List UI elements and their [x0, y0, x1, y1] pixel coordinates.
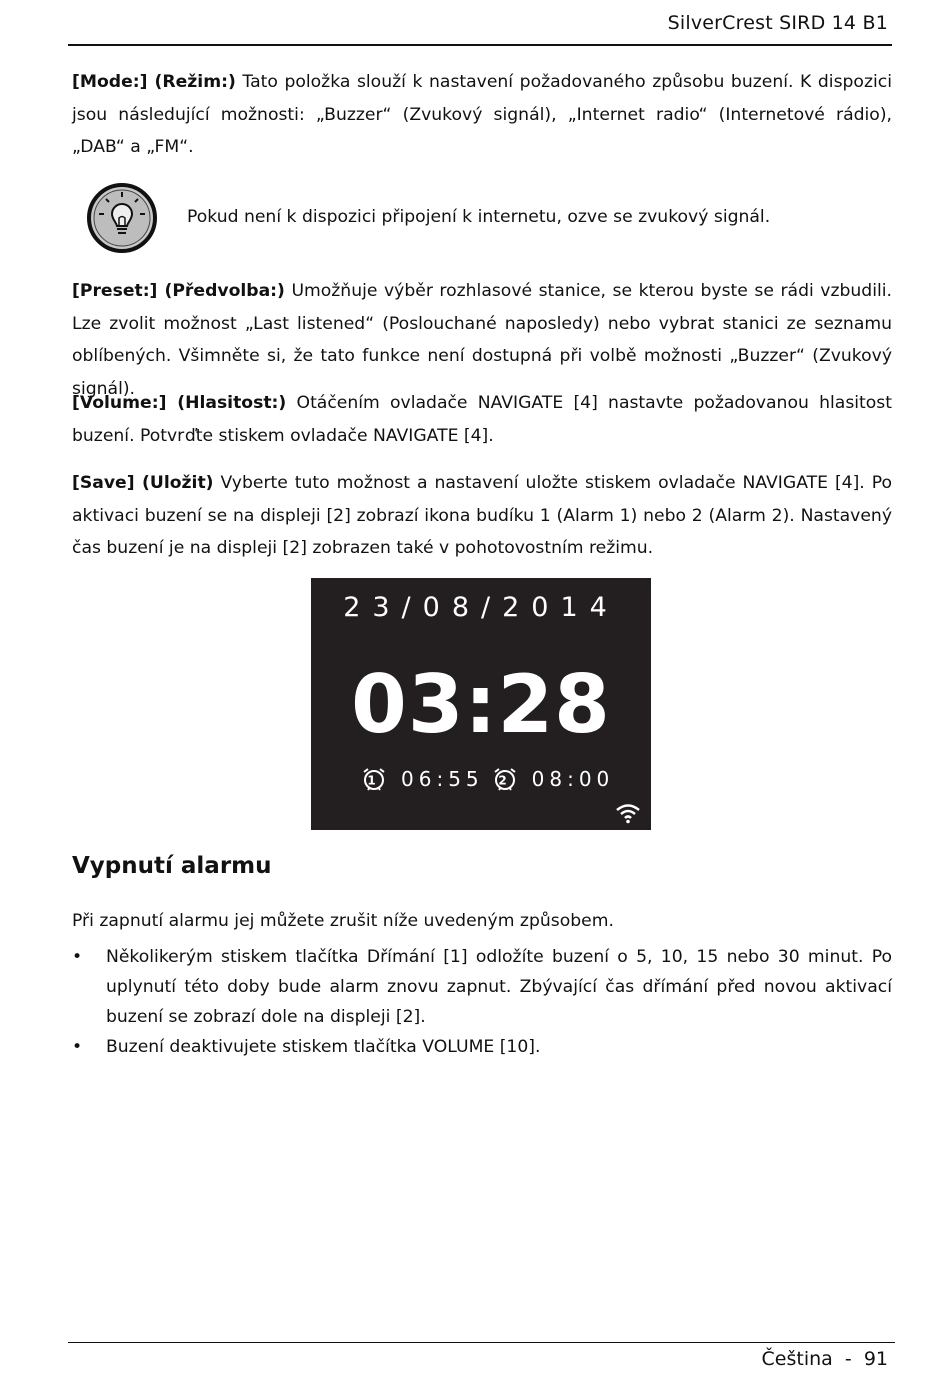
section-intro: Při zapnutí alarmu jej můžete zrušit níže uvedeným způsobem. — [72, 911, 614, 931]
alarm-2-icon — [492, 766, 518, 792]
save-text: Vyberte tuto možnost a nastavení uložte stiskem ovladače NAVIGATE [4]. Po aktivaci buzení se na displeji [2] zobrazí ikona budíku 1 (Alarm 1) nebo 2 (Alarm 2). Nastavený čas buzení je na displeji [2] zobrazen také v pohotovostním režimu. — [72, 473, 892, 558]
mode-label: [Mode:] (Režim:) — [72, 72, 236, 92]
alarm-1-icon — [361, 766, 387, 792]
list-item — [72, 1032, 892, 1062]
display-time: 03:28 — [351, 658, 611, 751]
lightbulb-icon — [86, 182, 158, 254]
alarm-row — [361, 766, 622, 792]
alarm-2-time: 08:00 — [531, 767, 615, 791]
header-title: SilverCrest SIRD 14 B1 — [667, 12, 888, 34]
list-item-text: Buzení deaktivujete stiskem tlačítka VOLUME [10]. — [106, 1037, 541, 1057]
alarm-1-number: 1 — [367, 773, 381, 788]
alarm-1-time: 06:55 — [401, 767, 484, 791]
preset-paragraph — [72, 275, 892, 405]
list-item-text: Několikerým stiskem tlačítka Dřímání [1] odložíte buzení o 5, 10, 15 nebo 30 minut. Po uplynutí této doby bude alarm znovu zapnut. Zbývající čas dřímání před novou aktivací buzení se zobrazí dole na displeji [2]. — [106, 947, 892, 1027]
mode-paragraph — [72, 66, 892, 164]
bullet-dot: • — [72, 947, 83, 967]
alarm-2-number: 2 — [497, 773, 512, 788]
bullet-list — [72, 942, 892, 1062]
preset-text: Umožňuje výběr rozhlasové stanice, se kterou byste se rádi vzbudili. Lze zvolit možnost „Last listened“ (Poslouchané naposledy) nebo vybrat stanici ze seznamu oblíbených. Všimněte si, že tato funkce není dostupná při volbě možnosti „Buzzer“ (Zvukový signál). — [72, 281, 892, 399]
radio-display — [311, 578, 651, 830]
tip-text: Pokud není k dispozici připojení k internetu, ozve se zvukový signál. — [187, 207, 771, 227]
header-rule — [68, 44, 892, 46]
footer-page-label: Čeština - 91 — [761, 1348, 888, 1370]
bullet-dot: • — [72, 1037, 83, 1057]
footer-rule — [68, 1342, 895, 1343]
list-item — [72, 942, 892, 1032]
save-paragraph — [72, 467, 892, 565]
volume-paragraph — [72, 387, 892, 452]
save-label: [Save] (Uložit) — [72, 473, 214, 493]
volume-text: Otáčením ovladače NAVIGATE [4] nastavte požadovanou hlasitost buzení. Potvrďte stiskem ovladače NAVIGATE [4]. — [72, 393, 892, 446]
mode-text: Tato položka slouží k nastavení požadovaného způsobu buzení. K dispozici jsou následující možnosti: „Buzzer“ (Zvukový signál), „Internet radio“ (Internetové rádio), „DAB“ a „FM“. — [72, 72, 892, 157]
section-heading: Vypnutí alarmu — [72, 853, 272, 879]
wifi-icon — [615, 802, 641, 824]
display-date: 23/08/2014 — [343, 592, 619, 623]
volume-label: [Volume:] (Hlasitost:) — [72, 393, 287, 413]
preset-label: [Preset:] (Předvolba:) — [72, 281, 285, 301]
